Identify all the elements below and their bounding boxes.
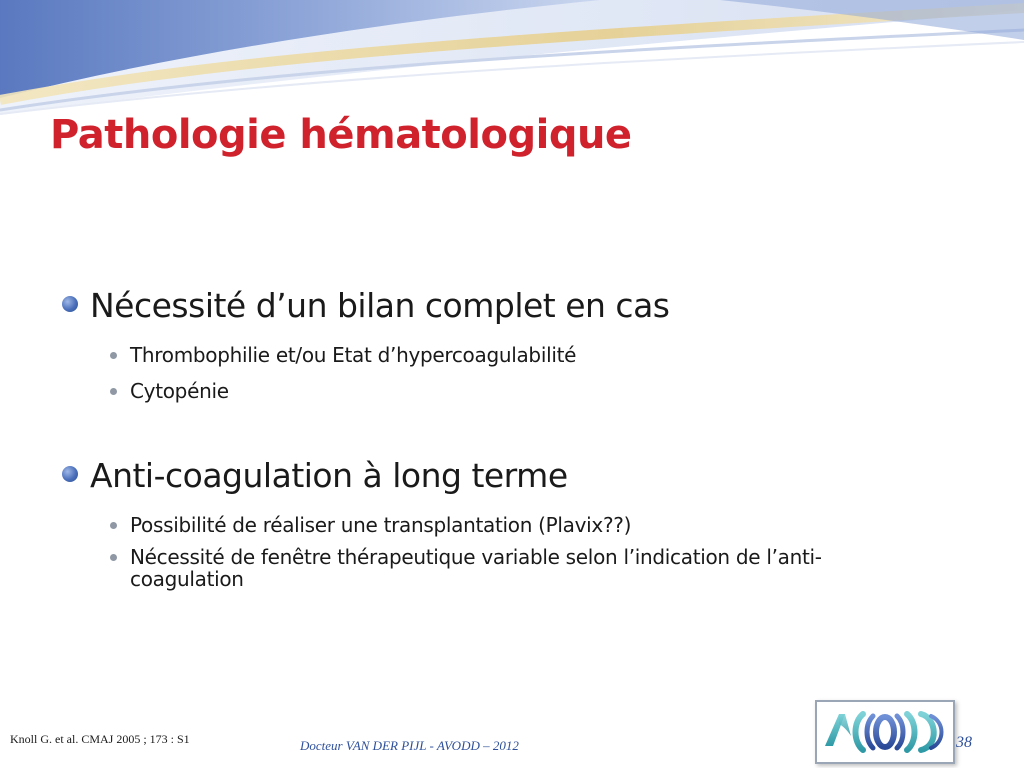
bullet-text: Anti-coagulation à long terme (90, 456, 568, 495)
content-body (60, 282, 980, 590)
bullet-level2-continuation (60, 568, 980, 590)
bullet-text: Thrombophilie et/ou Etat d’hypercoagulabilité (130, 343, 577, 367)
bullet-text: Possibilité de réaliser une transplantation (Plavix??) (130, 513, 632, 537)
bullet-text: Nécessité d’un bilan complet en cas (90, 286, 670, 325)
page-number: 38 (956, 734, 972, 751)
bullet-level2 (60, 380, 980, 402)
footer-reference: Knoll G. et al. CMAJ 2005 ; 173 : S1 (10, 732, 190, 746)
bullet-level2 (60, 514, 980, 536)
slide-title: Pathologie hématologique (50, 112, 632, 158)
bullet-dot-icon (62, 466, 78, 482)
footer-author: Docteur VAN DER PIJL - AVODD – 2012 (300, 738, 519, 753)
sub-bullet-dot-icon (110, 554, 117, 561)
bullet-text: Nécessité de fenêtre thérapeutique variable selon l’indication de l’anti- (130, 545, 822, 569)
sub-bullet-dot-icon (110, 388, 117, 395)
bullet-level1 (60, 282, 980, 330)
bullet-level1 (60, 452, 980, 500)
avodd-logo-icon (815, 700, 955, 764)
sub-bullet-dot-icon (110, 522, 117, 529)
header-swoosh-decoration (0, 0, 1024, 120)
bullet-level2 (60, 546, 980, 568)
bullet-text: coagulation (130, 567, 244, 591)
sub-bullet-dot-icon (110, 352, 117, 359)
bullet-text: Cytopénie (130, 379, 229, 403)
bullet-level2 (60, 344, 980, 366)
bullet-dot-icon (62, 296, 78, 312)
